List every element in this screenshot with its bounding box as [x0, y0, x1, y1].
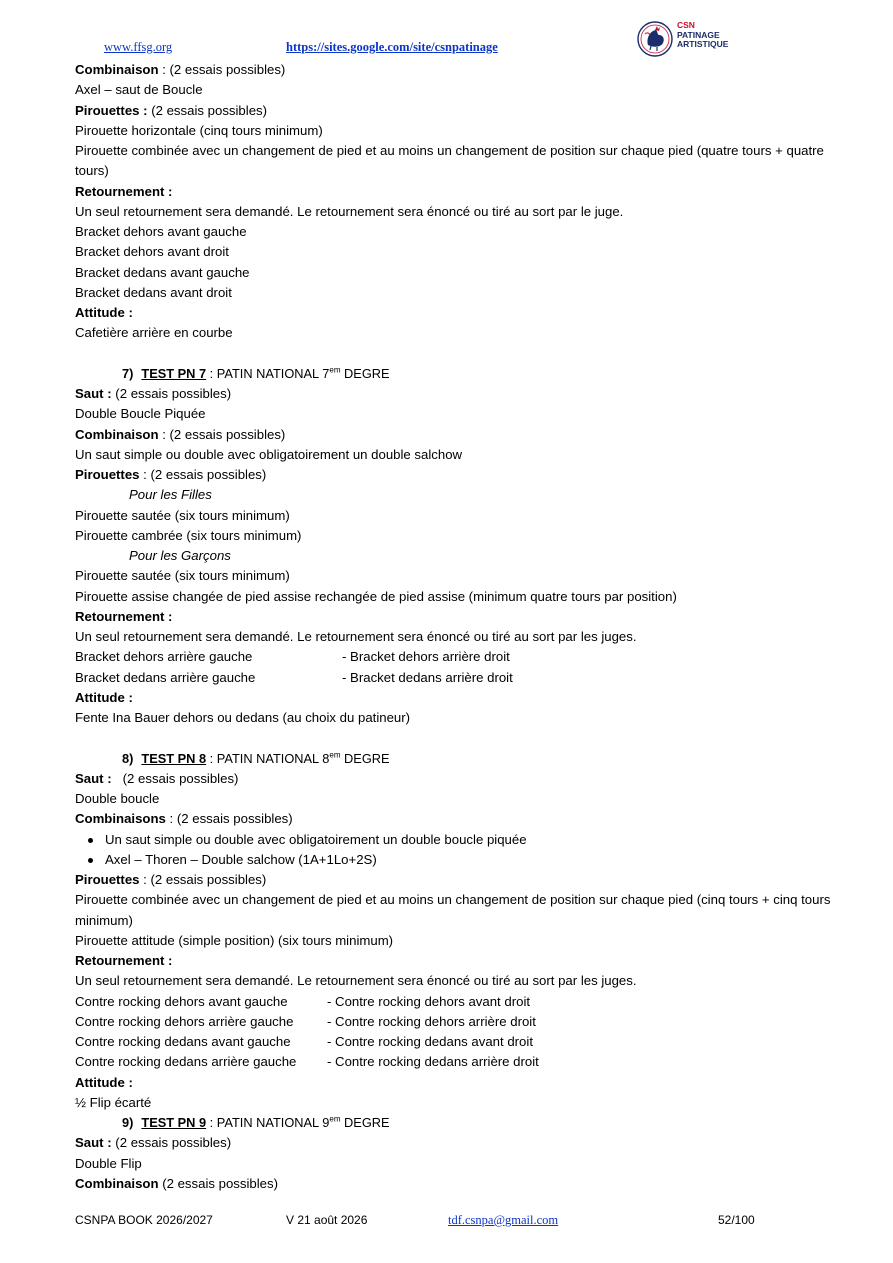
section-title-pn8: 8) TEST PN 8 : PATIN NATIONAL $8^{em}$ DEGRE [122, 750, 390, 766]
two-column-row: Contre rocking dedans arrière gauche - Contre rocking dedans arrière droit [75, 1054, 539, 1070]
text-line: Cafetière arrière en courbe [75, 325, 233, 341]
heading-retournement: Retournement : [75, 953, 173, 968]
logo-line-3: ARTISTIQUE [677, 39, 729, 49]
heading-saut: Saut : [75, 770, 112, 786]
text-line: Un seul retournement sera demandé. Le retournement sera énoncé ou tiré au sort par les juges. [75, 629, 637, 644]
csnpatinage-link[interactable]: https://sites.google.com/site/csnpatinage [286, 40, 498, 54]
test-label: TEST PN 8 [141, 750, 207, 766]
heading-attitude: Attitude : [75, 689, 133, 705]
text-line: Un seul retournement sera demandé. Le retournement sera énoncé ou tiré au sort par les juges. [75, 973, 637, 989]
section-title-pn9: 9) TEST PN 9 : PATIN NATIONAL $9^{em}$ DEGRE [122, 1114, 390, 1130]
text-line: Bracket dedans avant droit [75, 284, 232, 300]
subheading-filles: Pour les Filles [129, 487, 212, 503]
text-line: Double Flip [75, 1155, 142, 1171]
heading-saut: Saut : [75, 386, 112, 401]
text-line: Double boucle [75, 791, 160, 806]
heading-retournement: Retournement : [75, 608, 173, 624]
heading-pirouettes: Pirouettes : [75, 102, 148, 118]
footer-version: V 21 août 2026 [286, 1213, 368, 1227]
heading-attitude: Attitude : [75, 1074, 133, 1090]
heading-combinaison: Combinaison [75, 1175, 159, 1191]
heading-pirouettes: Pirouettes [75, 872, 140, 887]
heading-attitude: Attitude : [75, 305, 133, 320]
footer-book: CSNPA BOOK 2026/2027 [75, 1213, 213, 1227]
text-line: Pirouette assise changée de pied assise rechangée de pied assise (minimum quatre tours par position) [75, 588, 677, 604]
text-line: Axel – saut de Boucle [75, 82, 203, 98]
subheading-garcons: Pour les Garçons [129, 548, 231, 563]
bullet-item: Un saut simple ou double avec obligatoirement un double boucle piquée [75, 830, 835, 850]
page-header [0, 38, 893, 62]
two-column-row: Contre rocking dehors arrière gauche - Contre rocking dehors arrière droit [75, 1013, 536, 1029]
text-line: Un saut simple ou double avec obligatoirement un double salchow [75, 446, 463, 462]
footer-email-link[interactable]: tdf.csnpa@gmail.com [448, 1213, 559, 1227]
heading-retournement: Retournement : [75, 183, 173, 199]
bullet-item: Axel – Thoren – Double salchow (1A+1Lo+2S) [75, 850, 835, 870]
text-line: Un seul retournement sera demandé. Le retournement sera énoncé ou tiré au sort par le juge. [75, 203, 624, 219]
text-line: Double Boucle Piquée [75, 406, 206, 422]
text-line: Pirouette cambrée (six tours minimum) [75, 527, 302, 543]
text-line: Pirouette attitude (simple position) (six tours minimum) [75, 932, 394, 948]
text-line: ½ Flip écarté [75, 1094, 152, 1110]
text-line: : (2 essais possibles) [158, 62, 286, 77]
ffsg-link[interactable]: www.ffsg.org [104, 40, 173, 54]
text-line: Pirouette horizontale (cinq tours minimum) [75, 122, 323, 138]
heading-pirouettes: Pirouettes [75, 467, 140, 482]
text-line: Pirouette sautée (six tours minimum) [75, 568, 290, 584]
rooster-emblem-icon [636, 20, 674, 58]
heading-combinaison: Combinaison [75, 426, 159, 442]
text-line: Fente Ina Bauer dehors ou dedans (au choix du patineur) [75, 710, 411, 725]
test-label: TEST PN 9 [141, 1115, 207, 1130]
two-column-row: Contre rocking dehors avant gauche - Contre rocking dehors avant droit [75, 993, 531, 1009]
heading-combinaisons: Combinaisons [75, 811, 166, 827]
csn-logo [636, 20, 746, 56]
heading-combinaison: Combinaison [75, 62, 159, 77]
logo-line-2: PATINAGE [677, 29, 720, 40]
text-line: Pirouette sautée (six tours minimum) [75, 507, 290, 523]
text-line: Bracket dehors avant gauche [75, 224, 247, 239]
heading-saut: Saut : [75, 1135, 112, 1151]
text-line: (2 essais possibles) [147, 102, 268, 118]
logo-text [677, 21, 728, 50]
text-line: Bracket dedans avant gauche [75, 264, 250, 280]
section-title-pn7: 7) TEST PN 7 : PATIN NATIONAL $7^{em}$ DEGRE [122, 365, 390, 381]
test-label: TEST PN 7 [141, 365, 207, 381]
two-column-row: Bracket dedans arrière gauche - Bracket dedans arrière droit [75, 669, 513, 685]
page-number: 52/100 [718, 1213, 755, 1227]
two-column-row: Contre rocking dedans avant gauche - Contre rocking dedans avant droit [75, 1034, 533, 1049]
text-paragraph: Pirouette combinée avec un changement de pied et au moins un changement de position sur chaque pied (quatre tours + quatre tours) [75, 143, 824, 179]
logo-line-1: CSN [677, 20, 695, 30]
two-column-row: Bracket dehors arrière gauche - Bracket dehors arrière droit [75, 649, 510, 665]
text-paragraph: Pirouette combinée avec un changement de pied et au moins un changement de position sur chaque pied (cinq tours + cinq tours minimum) [75, 892, 831, 928]
text-line: Bracket dehors avant droit [75, 244, 229, 260]
document-body: Combinaison : (2 essais possibles) Axel – saut de Boucle Pirouettes : (2 essais possibles) Pirouette horizontale (cinq tours minimum) Pirouette combinée avec un changement de pied et au moins un changement de position sur chaque pied (quatre tours + quatre tours) Retournement : Un seul retournement sera demandé. Le retournement sera énoncé ou tiré au sort par le juge. Bracket dehors avant gauche Bracket dehors avant droit Bracket dedans avant gauche Bracket dedans avant droit Attitude : Cafetière arrière en courbe 7) TEST PN 7 : PATIN NATIONAL $7^{em}$ DEGRE Saut : (2 essais possibles) Double Boucle Piquée Combinaison : (2 essais possibles) Un saut simple ou double avec obligatoirement un double salchow Pirouettes : (2 essais possibles) Pour les Filles Pirouette sautée (six tours minimum) Pirouette cambrée (six tours minimum) Pour les Garçons Pirouette sautée (six tours minimum) Pirouette assise changée de pied assise rechangée de pied assise (minimum quatre tours par position) Retournement : Un seul retournement sera demandé. Le retournement sera énoncé ou tiré au sort par les juges. Bracket dehors arrière gauche - Bracket dehors arrière droit Bracket dedans arrière gauche - Bracket dedans arrière droit Attitude : Fente Ina Bauer dehors ou dedans (au choix du patineur) 8) TEST PN 8 : PATIN NATIONAL $8^{em}$ DEGRE Saut : (2 essais possibles) Double boucle Combinaisons : (2 essais possibles) Un saut simple ou double avec obligatoirement un double boucle piquée Axel – Thoren – Double salchow (1A+1Lo+2S) Pirouettes : (2 essais possibles) Pirouette combinée avec un changement de pied et au moins un changement de position sur chaque pied (cinq tours + cinq tours minimum) Pirouette attitude (simple position) (six tours minimum) Retournement : Un seul retournement sera demandé. Le retournement sera énoncé ou tiré au sort par les juges. Contre rocking dehors avant gauche - Contre rocking dehors avant droit Contre rocking dehors arrière gauche - Contre rocking dehors arrière droit Contre rocking dedans avant gauche - Contre rocking dedans avant droit Contre rocking dedans arrière gauche - Contre rocking dedans arrière droit Attitude : ½ Flip écarté 9) TEST PN 9 : PATIN NATIONAL $9^{em}$ DEGRE Saut : (2 essais possibles) Double Flip Combinaison (2 essais possibles) [75, 60, 835, 1194]
